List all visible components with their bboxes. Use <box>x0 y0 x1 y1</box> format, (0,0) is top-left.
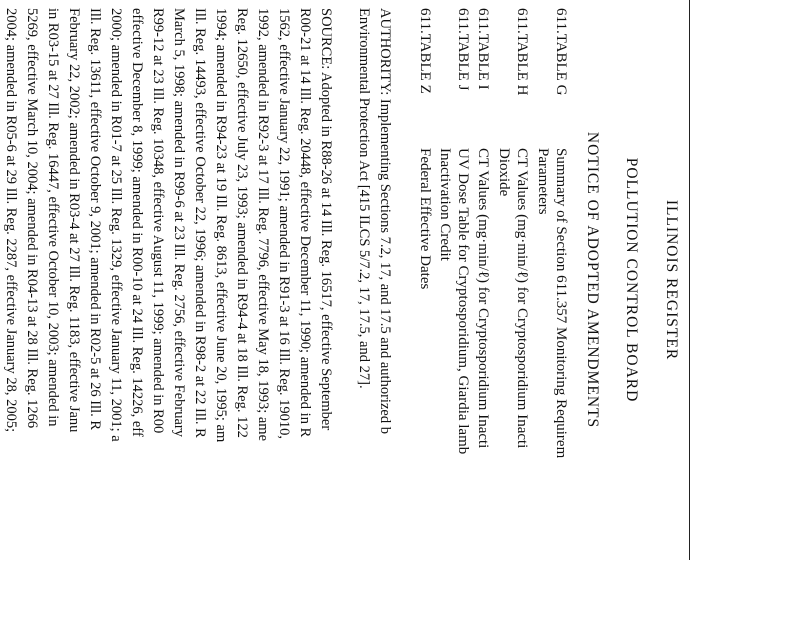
toc-desc: Dioxide <box>496 148 512 197</box>
source-line: 5269, effective March 10, 2004; amended in R04-13 at 28 Ill. Reg. 1266 <box>24 8 40 429</box>
toc-desc: Inactivation Credit <box>437 148 453 261</box>
source-line: 1562, effective January 22, 1991; amended in R91-3 at 16 Ill. Reg. 19010, <box>276 8 292 440</box>
toc-desc: Summary of Section 611.357 Monitoring Requirem <box>553 148 569 459</box>
source-line: effective December 8, 1999; amended in R00-10 at 24 Ill. Reg. 14226, eff <box>129 8 145 437</box>
board-title: POLLUTION CONTROL BOARD <box>623 157 640 403</box>
toc-desc: CT Values (mg·min/ℓ) for Cryptosporidium Inacti <box>475 148 491 449</box>
source-line: 1992, amended in R92-3 at 17 Ill. Reg. 7796, effective May 18, 1993; ame <box>255 8 271 442</box>
toc-code: 611.TABLE G <box>553 8 569 96</box>
source-line: SOURCE: Adopted in R88-26 at 14 Ill. Reg. 16517, effective September <box>318 8 334 431</box>
register-title: ILLINOIS REGISTER <box>663 199 680 361</box>
authority-line: Environmental Protection Act [415 ILCS 5/7.2, 17, 17.5, and 27]. <box>356 8 372 389</box>
toc-desc: Federal Effective Dates <box>417 148 433 290</box>
source-line: R00-21 at 14 Ill. Reg. 20448, effective December 11, 1990; amended in R <box>297 8 313 438</box>
notice-title: NOTICE OF ADOPTED AMENDMENTS <box>584 131 601 429</box>
toc-desc: UV Dose Table for Cryptosporidium, Giardia lamb <box>455 148 471 455</box>
source-line: Reg. 12650, effective July 23, 1993; amended in R94-4 at 18 Ill. Reg. 122 <box>234 8 250 438</box>
source-line: 1994; amended in R94-23 at 19 Ill. Reg. 8613, effective June 20, 1995; am <box>213 8 229 443</box>
toc-desc: CT Values (mg·min/ℓ) for Cryptosporidium Inacti <box>514 148 530 449</box>
source-line: Ill. Reg. 14493, effective October 22, 1996; amended in R98-2 at 22 Ill. R <box>192 8 208 438</box>
header-top-rule <box>689 0 690 560</box>
toc-code: 611.TABLE Z <box>417 8 433 94</box>
source-line: March 5, 1998; amended in R99-6 at 23 Ill. Reg. 2756, effective February <box>171 8 187 437</box>
source-line: in R03-15 at 27 Ill. Reg. 16447, effective October 10, 2003; amended in <box>45 8 61 427</box>
toc-code: 611.TABLE H <box>514 8 530 96</box>
source-line: February 22, 2002; amended in R03-4 at 27 Ill. Reg. 1183, effective Janu <box>66 8 82 433</box>
source-line: 2004; amended in R05-6 at 29 Ill. Reg. 2287, effective January 28, 2005; <box>3 8 19 433</box>
source-line: R99-12 at 23 Ill. Reg. 10348, effective August 11, 1999; amended in R00 <box>150 8 166 434</box>
toc-code: 611.TABLE I <box>475 8 491 90</box>
source-line: 2000; amended in R01-7 at 25 Ill. Reg. 1329, effective January 11, 2001; a <box>108 8 124 442</box>
authority-line: AUTHORITY: Implementing Sections 7.2, 17, and 17.5 and authorized b <box>377 8 393 434</box>
toc-desc: Parameters <box>535 148 551 215</box>
source-line: Ill. Reg. 13611, effective October 9, 2001; amended in R02-5 at 26 Ill. R <box>87 8 103 431</box>
toc-code: 611.TABLE J <box>455 8 471 91</box>
